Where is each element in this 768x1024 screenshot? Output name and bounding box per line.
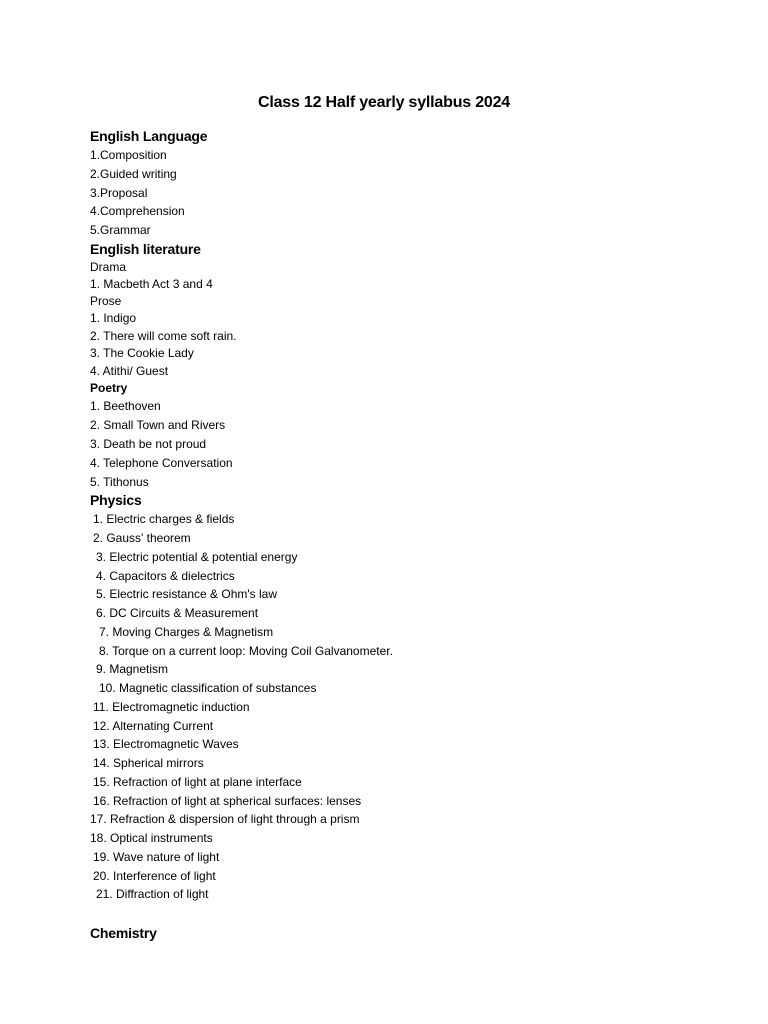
subsection-label-poetry: Poetry [90,381,128,396]
list-item: 17. Refraction & dispersion of light through a prism [90,812,360,827]
list-item: 4.Comprehension [90,204,185,219]
section-heading-physics: Physics [90,492,142,509]
list-item: 5. Electric resistance & Ohm's law [96,587,278,602]
list-item: 5. Tithonus [90,474,149,489]
list-item: 3.Proposal [90,185,148,200]
list-item: 3. Electric potential & potential energy [96,549,298,564]
list-item: 4. Capacitors & dielectrics [96,568,235,583]
poetry-list [90,397,730,491]
physics-list [90,510,730,904]
list-item: 2. Small Town and Rivers [90,418,226,433]
list-item: 9. Magnetism [96,662,169,677]
list-item: 14. Spherical mirrors [93,756,204,771]
list-item: 10. Magnetic classification of substances [99,681,317,696]
list-item: 21. Diffraction of light [96,887,209,902]
english-language-list [90,146,730,240]
subsection-label-drama: Drama [90,259,127,274]
list-item: 16. Refraction of light at spherical surfaces: lenses [93,793,362,808]
list-item: 1. Beethoven [90,399,161,414]
list-item: 1. Macbeth Act 3 and 4 [90,276,213,291]
list-item: 2. Gauss' theorem [93,531,191,546]
list-item: 2. There will come soft rain. [90,328,237,343]
subsection-label-prose: Prose [90,294,122,309]
syllabus-body [90,127,730,943]
section-heading-chemistry: Chemistry [90,925,157,942]
list-item: 13. Electromagnetic Waves [93,737,239,752]
list-item: 1.Composition [90,148,167,162]
list-item: 20. Interference of light [93,868,216,883]
list-item: 1. Electric charges & fields [93,512,235,527]
list-item: 12. Alternating Current [93,718,214,733]
list-item: 1. Indigo [90,311,137,326]
list-item: 6. DC Circuits & Measurement [96,606,259,621]
list-item: 3. Death be not proud [90,437,207,452]
list-item: 5.Grammar [90,223,151,238]
list-item: 19. Wave nature of light [93,849,220,864]
list-item: 18. Optical instruments [90,831,213,846]
list-item: 15. Refraction of light at plane interface [93,774,302,789]
section-heading-english-literature: English literature [90,240,201,257]
list-item: 2.Guided writing [90,166,177,181]
list-item: 4. Atithi/ Guest [90,363,169,378]
section-heading-english-language: English Language [90,128,208,144]
list-item: 3. The Cookie Lady [90,346,194,361]
list-item: 8. Torque on a current loop: Moving Coil Galvanometer. [99,643,393,658]
list-item: 4. Telephone Conversation [90,455,233,470]
list-item: 7. Moving Charges & Magnetism [99,624,274,639]
page-title: Class 12 Half yearly syllabus 2024 [257,94,511,111]
list-item: 11. Electromagnetic induction [93,699,250,714]
